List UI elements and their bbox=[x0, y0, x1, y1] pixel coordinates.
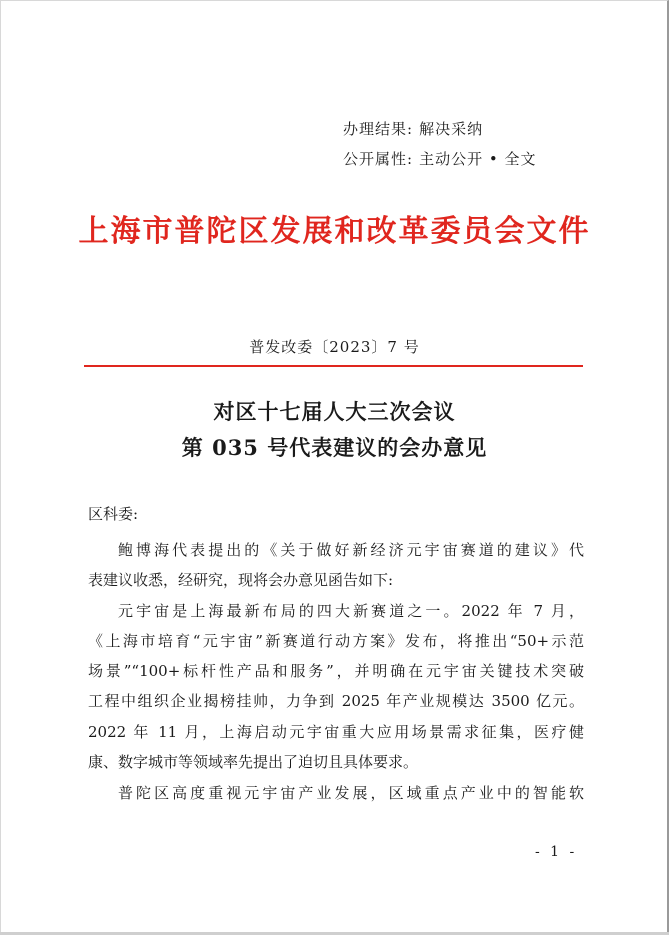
body-paragraph-line: 普陀区高度重视元宇宙产业发展，区域重点产业中的智能软 bbox=[118, 784, 584, 802]
disclosure-attribute-label: 公开属性: bbox=[343, 150, 414, 168]
document-number: 普发改委〔2023〕7 号 bbox=[249, 338, 420, 356]
body-paragraph-line: 工程中组织企业揭榜挂帅，力争到 2025 年产业规模达 3500 亿元。 bbox=[88, 692, 584, 710]
body-paragraph-line: 表建议收悉，经研究，现将会办意见函告如下: bbox=[88, 571, 394, 589]
document-title-line-1: 对区十七届人大三次会议 bbox=[213, 399, 456, 424]
disclosure-attribute-value: 主动公开 • 全文 bbox=[419, 150, 537, 168]
body-paragraph-line: 《上海市培育“元宇宙”新赛道行动方案》发布，将推出“50+示范 bbox=[88, 632, 584, 650]
handling-result-value: 解决采纳 bbox=[419, 120, 484, 138]
body-paragraph-line: 康、数字城市等领域率先提出了迫切且具体要求。 bbox=[88, 753, 419, 771]
salutation: 区科委: bbox=[88, 505, 139, 523]
document-masthead: 上海市普陀区发展和改革委员会文件 bbox=[78, 214, 591, 249]
document-title-line-2: 第 035 号代表建议的会办意见 bbox=[181, 435, 488, 460]
body-paragraph-line: 元宇宙是上海最新布局的四大新赛道之一。2022 年 7 月， bbox=[118, 602, 584, 620]
body-paragraph-line: 2022 年 11 月，上海启动元宇宙重大应用场景需求征集，医疗健 bbox=[88, 723, 584, 741]
handling-result-label: 办理结果: bbox=[343, 120, 414, 138]
body-paragraph-line: 鲍博海代表提出的《关于做好新经济元宇宙赛道的建议》代 bbox=[118, 541, 584, 559]
body-paragraph-line: 场景”“100+标杆性产品和服务”，并明确在元宇宙关键技术突破 bbox=[88, 662, 584, 680]
disclosure-attribute bbox=[343, 148, 536, 169]
page-number: - 1 - bbox=[535, 844, 578, 860]
red-divider bbox=[84, 365, 583, 367]
handling-result bbox=[343, 118, 483, 139]
